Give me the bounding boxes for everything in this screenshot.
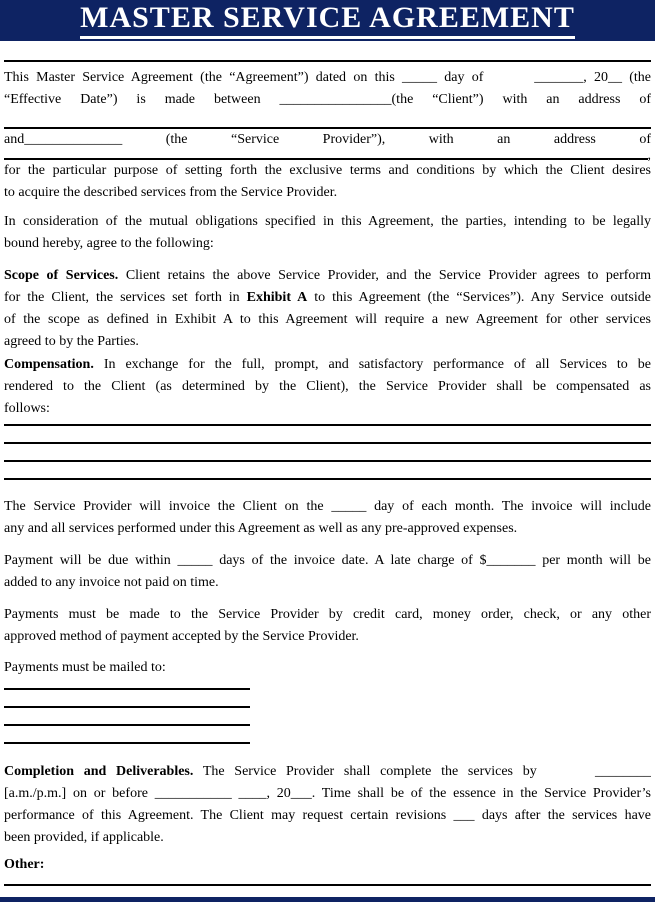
scope-line-3: of the scope as defined in Exhibit A to this Agreement will require a new Agreement for other services bbox=[4, 312, 651, 327]
bottom-bar bbox=[0, 897, 655, 902]
completion-heading: Completion and Deliverables. bbox=[4, 764, 194, 779]
document-body bbox=[0, 60, 655, 886]
page-title: MASTER SERVICE AGREEMENT bbox=[80, 3, 575, 39]
intro-line-5: to acquire the described services from the Service Provider. bbox=[4, 185, 338, 200]
mailing-address-blank-line bbox=[4, 726, 250, 744]
payment-method-line-1: Payments must be made to the Service Provider by credit card, money order, check, or any other bbox=[4, 607, 651, 622]
intro-line-2: “Effective Date”) is made between ________________(the “Client”) with an address of bbox=[4, 92, 651, 107]
compensation-line-1 bbox=[4, 354, 651, 376]
consideration-line-1: In consideration of the mutual obligations specified in this Agreement, the parties, intending to be legally bbox=[4, 214, 651, 229]
payment-due-line-2: added to any invoice not paid on time. bbox=[4, 575, 219, 590]
intro-line-3: and______________ (the “Service Provider”), with an address of bbox=[4, 132, 651, 147]
mail-to-label: Payments must be mailed to: bbox=[4, 660, 166, 675]
scope-text: Client retains the above Service Provider, and the Service Provider agrees to perform bbox=[118, 268, 651, 283]
scope-text: to this Agreement (the “Services”). Any Service outside bbox=[307, 290, 651, 305]
scope-line-2 bbox=[4, 287, 651, 309]
provider-address-blank-line bbox=[4, 148, 651, 163]
scope-heading: Scope of Services. bbox=[4, 268, 119, 283]
intro-line-4: for the particular purpose of setting forth the exclusive terms and conditions by which the Client desires bbox=[4, 163, 651, 178]
completion-line-4: been provided, if applicable. bbox=[4, 830, 164, 845]
client-address-blank-line bbox=[4, 111, 651, 129]
scope-line-4: agreed to by the Parties. bbox=[4, 334, 139, 349]
trailing-comma: , bbox=[647, 148, 651, 163]
payment-due-line-1: Payment will be due within _____ days of the invoice date. A late charge of $_______ per month will be bbox=[4, 553, 651, 568]
invoice-line-2: any and all services performed under this Agreement as well as any pre-approved expenses. bbox=[4, 521, 518, 536]
compensation-heading: Compensation. bbox=[4, 357, 94, 372]
scope-text: for the Client, the services set forth in bbox=[4, 290, 247, 305]
top-rule bbox=[4, 60, 651, 62]
compensation-blank-line bbox=[4, 444, 651, 462]
payment-method-line-2: approved method of payment accepted by the Service Provider. bbox=[4, 629, 359, 644]
header-bar bbox=[0, 0, 655, 41]
completion-text: The Service Provider shall complete the services by ________ bbox=[193, 764, 651, 779]
compensation-blank-line bbox=[4, 426, 651, 444]
completion-line-2: [a.m./p.m.] on or before ___________ ____, 20___. Time shall be of the essence in the Service Provider’s bbox=[4, 786, 651, 801]
other-blank-line bbox=[4, 876, 651, 886]
compensation-text: In exchange for the full, prompt, and satisfactory performance of all Services to be bbox=[93, 357, 651, 372]
compensation-line-2: rendered to the Client (as determined by the Client), the Service Provider shall be compensated as bbox=[4, 379, 651, 394]
other-heading: Other: bbox=[4, 857, 45, 872]
completion-line-3: performance of this Agreement. The Client may request certain revisions ___ days after the services have bbox=[4, 808, 651, 823]
exhibit-a-ref: Exhibit A bbox=[246, 290, 308, 305]
consideration-line-2: bound hereby, agree to the following: bbox=[4, 236, 214, 251]
scope-line-1 bbox=[4, 265, 651, 287]
intro-line-1: This Master Service Agreement (the “Agreement”) dated on this _____ day of _______, 20__ (the bbox=[4, 70, 651, 85]
mailing-address-blank-line bbox=[4, 690, 250, 708]
mailing-address-blank-line bbox=[4, 708, 250, 726]
compensation-blank-line bbox=[4, 462, 651, 480]
invoice-line-1: The Service Provider will invoice the Client on the _____ day of each month. The invoice will include bbox=[4, 499, 651, 514]
compensation-line-3: follows: bbox=[4, 401, 50, 416]
completion-line-1 bbox=[4, 761, 651, 783]
mailing-address-blank-line bbox=[4, 679, 250, 690]
